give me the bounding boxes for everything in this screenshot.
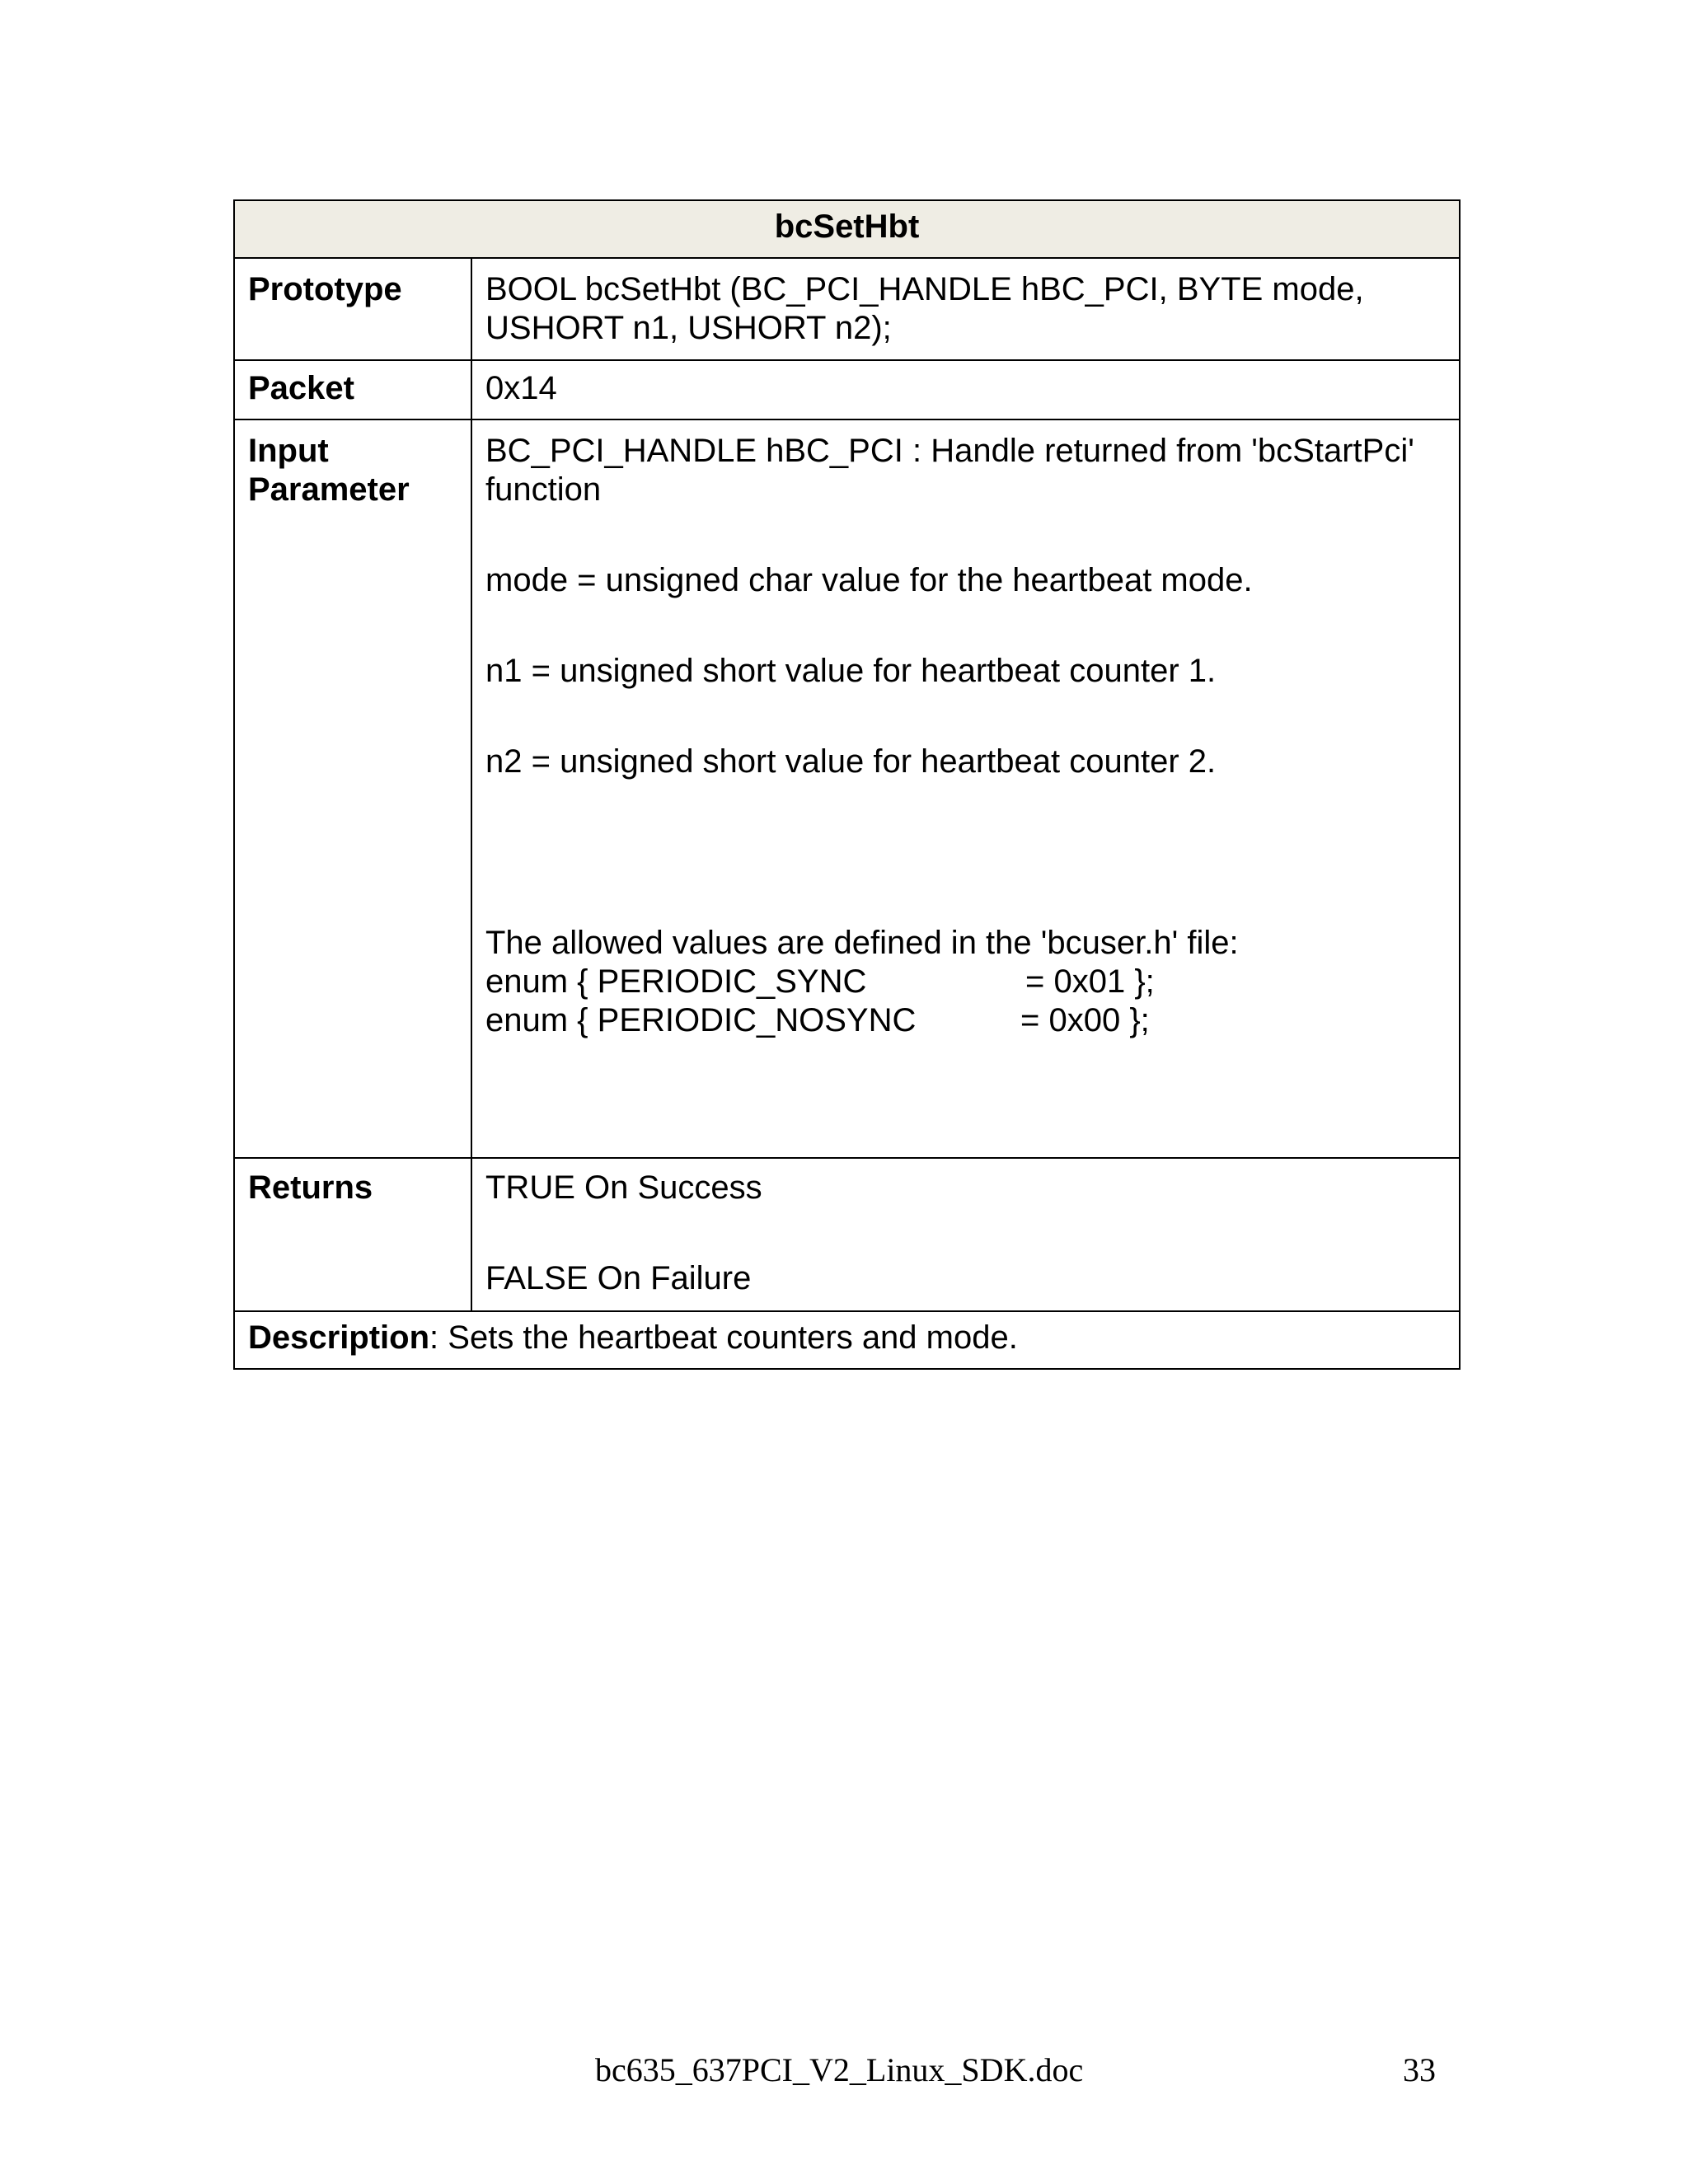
table-row-prototype — [234, 258, 1460, 360]
returns-value — [471, 1158, 1460, 1311]
returns-failure: FALSE On Failure — [485, 1260, 752, 1296]
enum-value: = 0x01 }; — [1025, 963, 1155, 1000]
function-table — [233, 199, 1461, 1370]
input-mode: mode = unsigned char value for the heartbeat mode. — [485, 562, 1253, 598]
table-row-description — [234, 1311, 1460, 1369]
input-label-line-2: Parameter — [248, 471, 410, 508]
enum-periodic-nosync — [485, 1001, 1446, 1040]
footer-filename: bc635_637PCI_V2_Linux_SDK.doc — [595, 2051, 1084, 2088]
packet-label: Packet — [234, 360, 471, 419]
input-parameter-value — [471, 419, 1460, 1158]
enum-periodic-sync — [485, 963, 1446, 1001]
description-text: : Sets the heartbeat counters and mode. — [429, 1319, 1018, 1356]
enum-value: = 0x00 }; — [1020, 1002, 1150, 1038]
prototype-value — [471, 258, 1460, 360]
enum-name: enum { PERIODIC_SYNC — [485, 963, 867, 1000]
prototype-line-2: USHORT n1, USHORT n2); — [485, 310, 892, 346]
allowed-values-note: The allowed values are defined in the 'bcuser.h' file: — [485, 925, 1239, 961]
table-row-returns — [234, 1158, 1460, 1311]
input-n1: n1 = unsigned short value for heartbeat counter 1. — [485, 653, 1217, 689]
packet-value: 0x14 — [471, 360, 1460, 419]
input-parameter-label — [234, 419, 471, 1158]
description-label: Description — [248, 1319, 430, 1356]
description-cell — [234, 1311, 1460, 1369]
table-row-input-parameter — [234, 419, 1460, 1158]
table-row-packet — [234, 360, 1460, 419]
table-title: bcSetHbt — [234, 200, 1460, 258]
enum-name: enum { PERIODIC_NOSYNC — [485, 1002, 917, 1038]
input-handle-line-1: BC_PCI_HANDLE hBC_PCI : Handle returned from 'bcStartPci' — [485, 433, 1414, 469]
input-handle-line-2: function — [485, 471, 602, 508]
prototype-line-1: BOOL bcSetHbt (BC_PCI_HANDLE hBC_PCI, BYTE mode, — [485, 271, 1364, 307]
returns-success: TRUE On Success — [485, 1169, 762, 1206]
returns-label: Returns — [234, 1158, 471, 1311]
page-number: 33 — [1403, 2051, 1436, 2088]
input-n2: n2 = unsigned short value for heartbeat counter 2. — [485, 743, 1217, 780]
input-label-line-1: Input — [248, 433, 329, 469]
prototype-label: Prototype — [234, 258, 471, 360]
